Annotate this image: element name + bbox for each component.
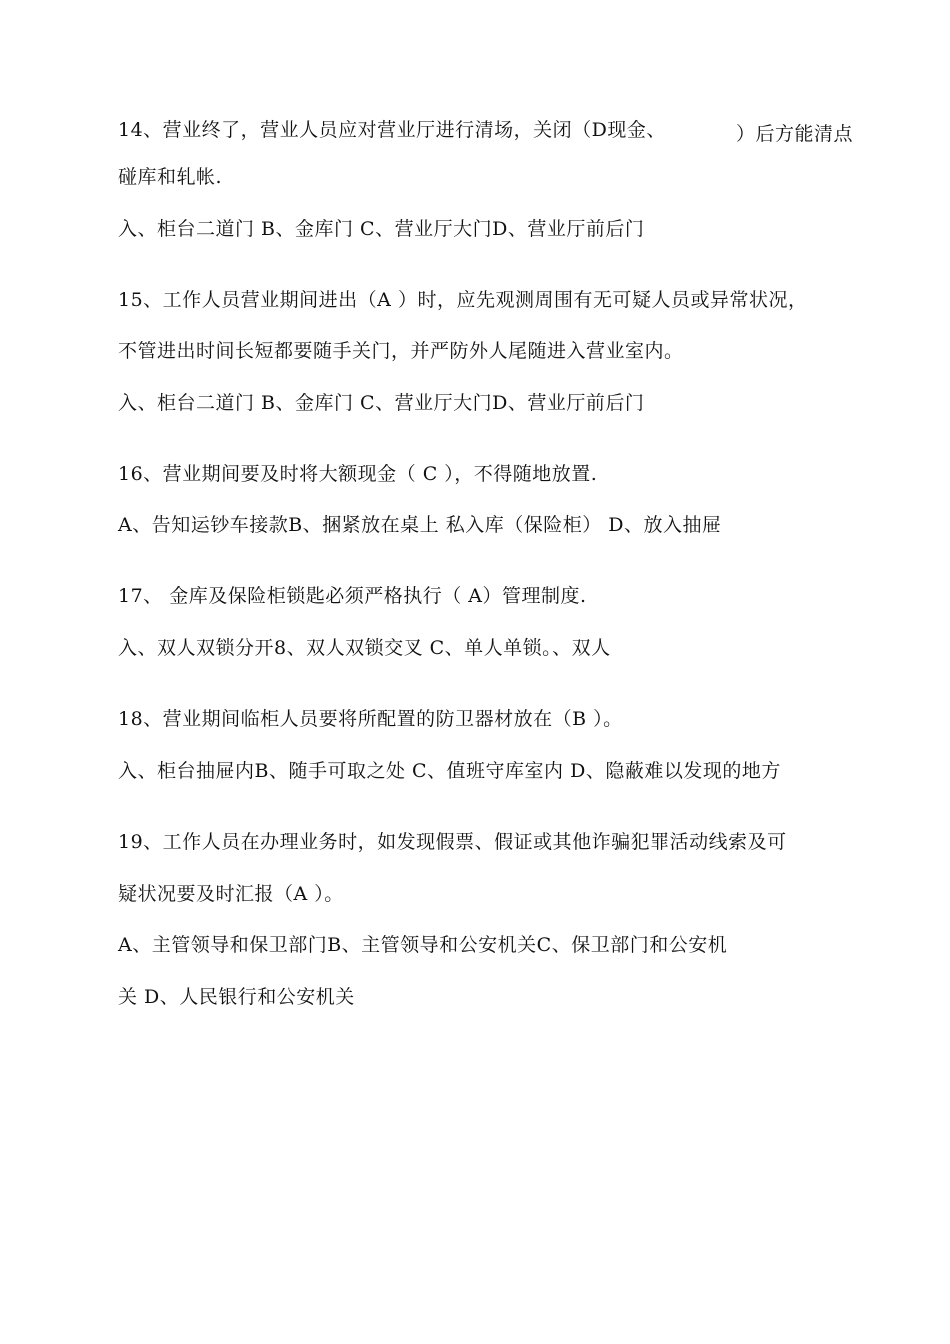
question-17-options: 入、双人双锁分开8、双人双锁交叉 C、单人单锁。、双人 xyxy=(118,637,611,659)
question-18-line-1: 18、营业期间临柜人员要将所配置的防卫器材放在（B ）。 xyxy=(118,708,623,730)
question-15-line-2: 不管进出时间长短都要随手关门，并严防外人尾随进入营业室内。 xyxy=(118,340,684,362)
question-17-line-1: 17、 金库及保险柜锁匙必须严格执行（ A）管理制度. xyxy=(118,585,587,607)
question-19-options-line-2: 关 D、人民银行和公安机关 xyxy=(118,986,355,1008)
question-14-line-2: 碰库和轧帐. xyxy=(118,166,223,188)
question-19-line-1: 19、工作人员在办理业务时，如发现假票、假证或其他诈骗犯罪活动线索及可 xyxy=(118,831,787,853)
question-14-line-1: 14、营业终了，营业人员应对营业厅进行清场，关闭（D现金、 xyxy=(118,119,666,141)
question-18-options: 入、柜台抽屉内B、随手可取之处 C、值班守库室内 D、隐蔽难以发现的地方 xyxy=(118,760,781,782)
question-19-line-2: 疑状况要及时汇报（A ）。 xyxy=(118,883,344,905)
question-16-options: A、告知运钞车接款B、捆紧放在桌上 私入库（保险柜） D、放入抽屉 xyxy=(118,514,722,536)
question-14-options: 入、柜台二道门 B、金库门 C、营业厅大门D、营业厅前后门 xyxy=(118,218,645,240)
question-15-line-1: 15、工作人员营业期间进出（A ）时，应先观测周围有无可疑人员或异常状况， xyxy=(118,289,808,311)
question-16-line-1: 16、营业期间要及时将大额现金（ C ），不得随地放置. xyxy=(118,463,598,485)
question-15-options: 入、柜台二道门 B、金库门 C、营业厅大门D、营业厅前后门 xyxy=(118,392,645,414)
question-19-options-line-1: A、主管领导和保卫部门B、主管领导和公安机关C、保卫部门和公安机 xyxy=(118,934,728,956)
question-14-line-1-tail: ）后方能清点 xyxy=(736,123,854,145)
